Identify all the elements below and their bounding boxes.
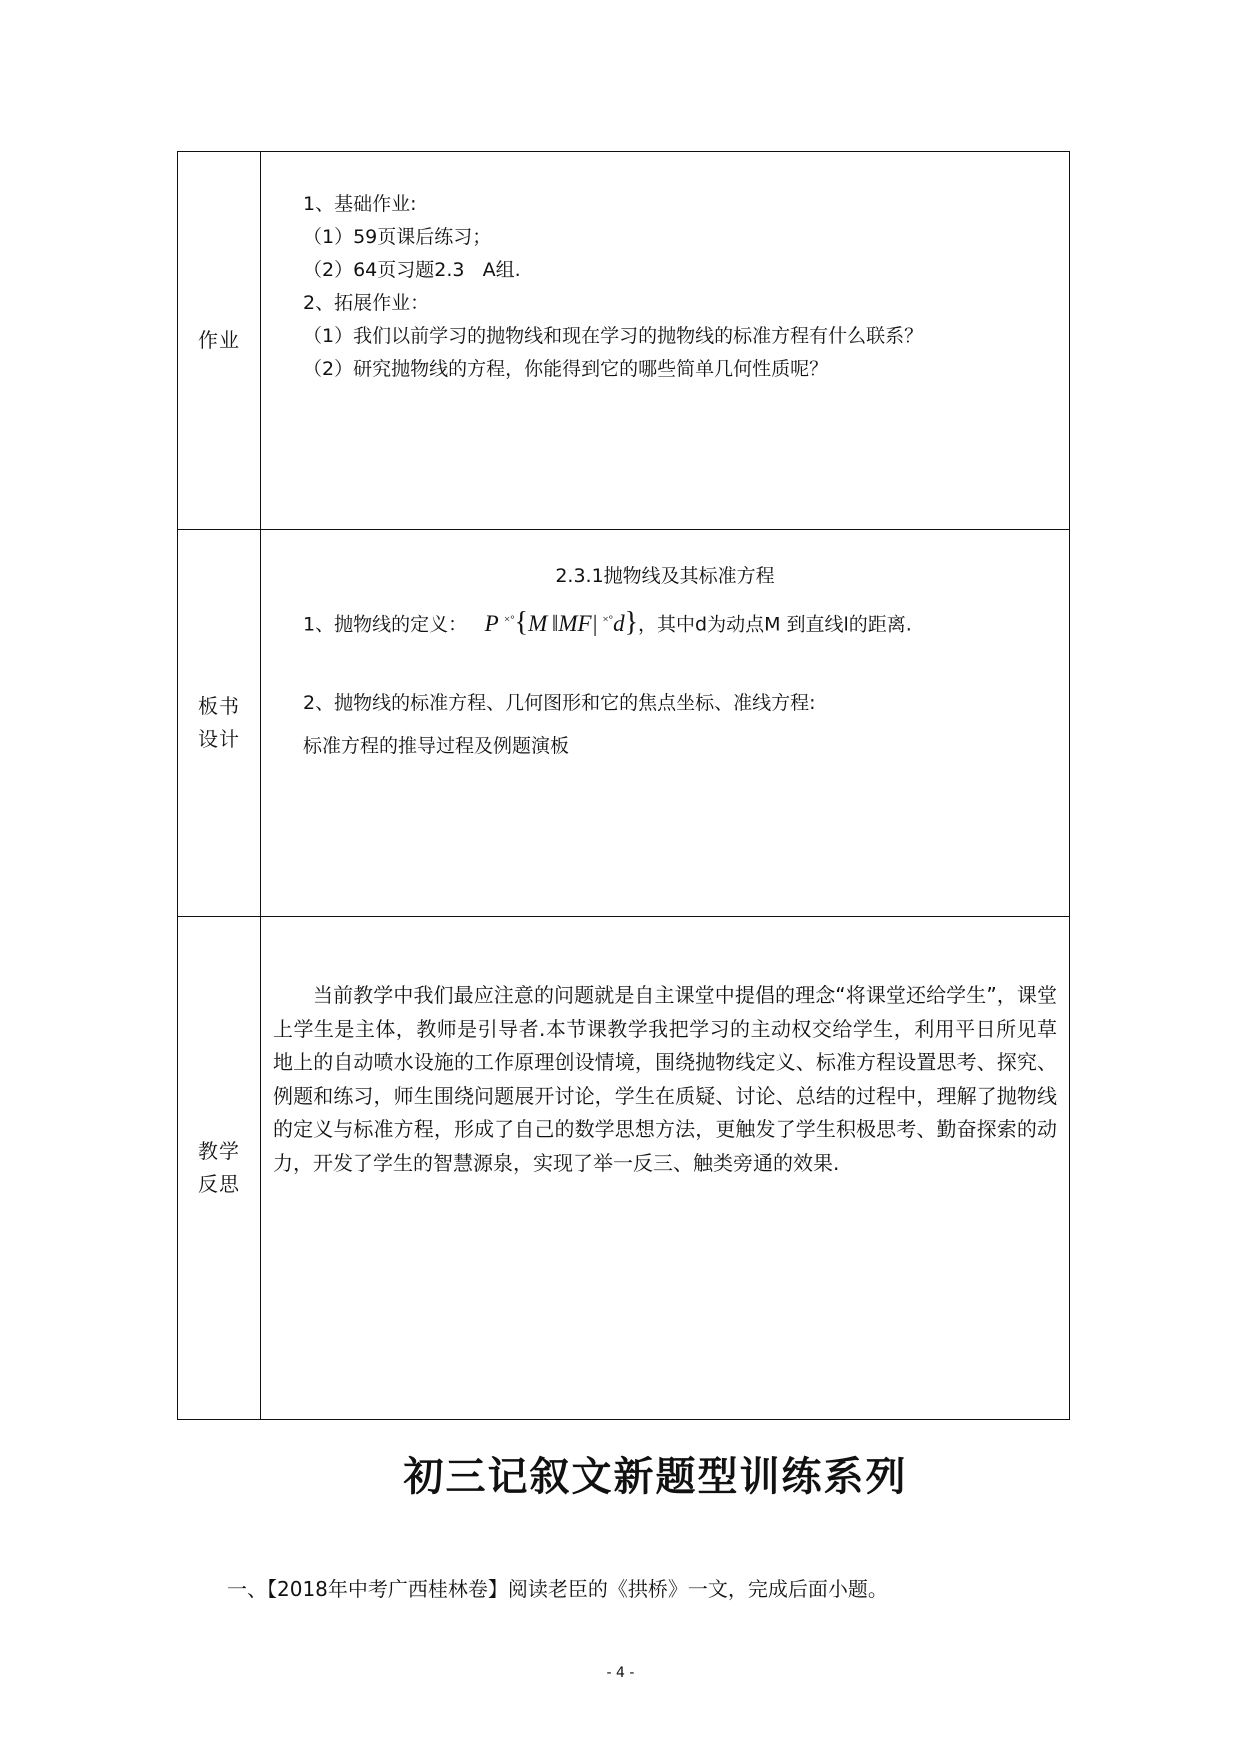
lesson-plan-table [177, 151, 1070, 1420]
board-design-label [178, 530, 261, 917]
page-number: - 4 - [606, 1665, 635, 1681]
reflection-content [261, 917, 1070, 1420]
homework-line: （2）研究抛物线的方程，你能得到它的哪些简单几何性质呢？ [303, 358, 829, 380]
homework-label: 作业 [178, 152, 261, 530]
homework-content [261, 152, 1070, 530]
document-title: 初三记叙文新题型训练系列 [403, 1454, 908, 1500]
definition-prefix: 1、抛物线的定义： [303, 613, 468, 636]
definition-formula: P ×°{M ‖MF| ×°d} [473, 606, 639, 638]
homework-line: （2）64页习题2.3 A组. [303, 259, 521, 281]
reflection-row [178, 917, 1070, 1420]
definition-line [303, 603, 1069, 642]
homework-line: （1）我们以前学习的抛物线和现在学习的抛物线的标准方程有什么联系？ [303, 325, 924, 347]
standard-equation-line: 2、抛物线的标准方程、几何图形和它的焦点坐标、准线方程: [303, 691, 816, 714]
board-label-line: 设计 [198, 727, 240, 751]
reflection-label [178, 917, 261, 1420]
board-label-line: 板书 [198, 694, 240, 718]
board-title: 2.3.1抛物线及其标准方程 [555, 565, 775, 587]
definition-suffix: ，其中d为动点M 到直线l的距离. [638, 613, 912, 636]
homework-line: （1）59页课后练习； [303, 226, 492, 248]
reflection-label-line: 教学 [198, 1139, 240, 1163]
board-design-row [178, 530, 1070, 917]
homework-line: 1、基础作业: [303, 193, 417, 215]
reflection-label-line: 反思 [198, 1172, 240, 1196]
board-design-content [261, 530, 1070, 917]
derivation-line: 标准方程的推导过程及例题演板 [303, 734, 570, 757]
reflection-paragraph: 当前教学中我们最应注意的问题就是自主课堂中提倡的理念“将课堂还给学生”，课堂上学生是主体，教师是引导者.本节课教学我把学习的主动权交给学生，利用平日所见草地上的自动喷水设施的工作原理创设情境，围绕抛物线定义、标准方程设置思考、探究、例题和练习，师生围绕问题展开讨论，学生在质疑、讨论、总结的过程中，理解了抛物线的定义与标准方程，形成了自己的数学思想方法，更触发了学生积极思考、勤奋探索的动力，开发了学生的智慧源泉，实现了举一反三、触类旁通的效果. [273, 983, 1057, 1175]
reading-intro: 一、【2018年中考广西桂林卷】阅读老臣的《拱桥》一文，完成后面小题。 [227, 1577, 888, 1601]
homework-row [178, 152, 1070, 530]
homework-line: 2、拓展作业： [303, 292, 430, 314]
